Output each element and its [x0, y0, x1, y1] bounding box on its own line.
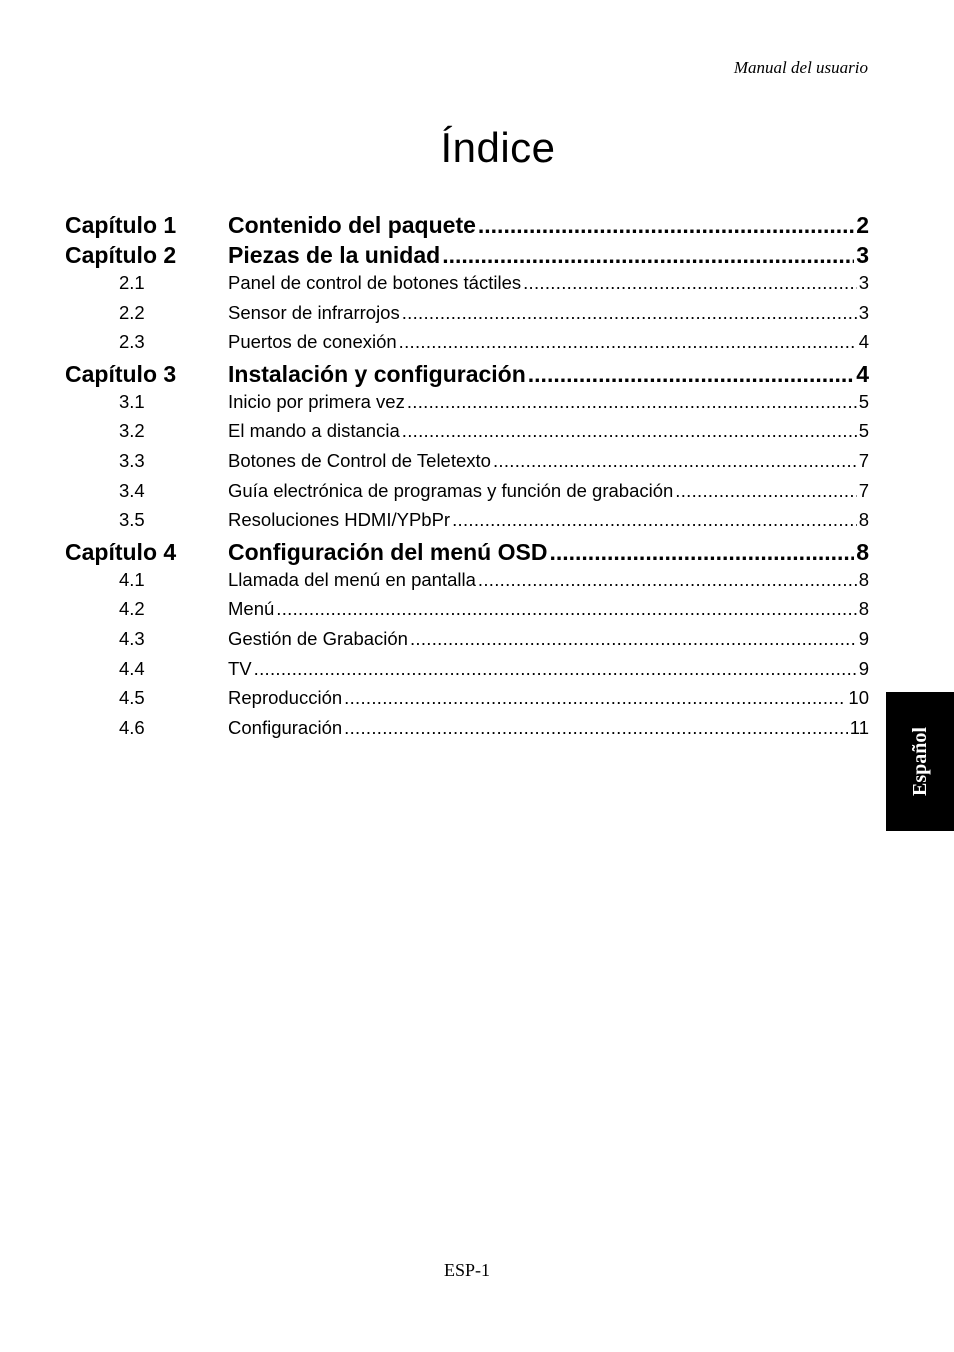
- toc-entry-number: 3.3: [119, 449, 145, 471]
- toc-entry-page: 8: [858, 598, 869, 620]
- toc-section-entry[interactable]: [65, 302, 869, 332]
- toc-dot-leader: [254, 658, 857, 680]
- toc-entry-title: Guía electrónica de programas y función de grabación: [228, 479, 674, 501]
- toc-dot-leader: [675, 480, 856, 502]
- toc-dot-leader: [442, 242, 854, 269]
- toc-entry-title: Gestión de Grabación: [228, 627, 408, 649]
- toc-entry-page: 8: [858, 509, 869, 531]
- toc-entry-page: 8: [858, 568, 869, 590]
- toc-entry-number: 2.2: [119, 301, 145, 323]
- toc-entry-number: 2.3: [119, 331, 145, 353]
- toc-dot-leader: [452, 509, 857, 531]
- language-tab-label: Español: [908, 727, 931, 796]
- toc-section-entry[interactable]: [65, 331, 869, 361]
- page-title: Índice: [440, 124, 556, 171]
- toc-entry-page: 8: [856, 538, 869, 565]
- toc-section-entry[interactable]: [65, 450, 869, 480]
- toc-section-entry[interactable]: [65, 569, 869, 599]
- running-header: Manual del usuario: [733, 58, 868, 77]
- toc-section-entry[interactable]: [65, 598, 869, 628]
- toc-section-entry[interactable]: [65, 658, 869, 688]
- toc-chapter-entry[interactable]: [65, 242, 869, 272]
- toc-entry-title: Contenido del paquete: [228, 212, 476, 238]
- toc-entry-page: 2: [856, 212, 869, 238]
- toc-dot-leader: [399, 331, 857, 353]
- toc-entry-title: Panel de control de botones táctiles: [228, 272, 522, 293]
- toc-entry-number: 4.1: [119, 568, 145, 590]
- toc-section-entry[interactable]: [65, 628, 869, 658]
- toc-entry-title: Botones de Control de Teletexto: [228, 449, 491, 471]
- toc-entry-page: 9: [858, 657, 869, 679]
- toc-dot-leader: [523, 272, 857, 294]
- toc-section-entry[interactable]: [65, 272, 869, 302]
- toc-section-entry[interactable]: [65, 717, 869, 747]
- toc-entry-number: 3.4: [119, 479, 145, 501]
- toc-entry-number: 4.4: [119, 657, 145, 679]
- toc-entry-title: El mando a distancia: [228, 420, 400, 442]
- toc-entry-title: Reproducción: [228, 687, 343, 709]
- toc-entry-page: 7: [858, 449, 869, 471]
- toc-section-entry[interactable]: [65, 687, 869, 717]
- toc-section-entry[interactable]: [65, 509, 869, 539]
- toc-entry-number: 3.2: [119, 420, 145, 442]
- toc-dot-leader: [478, 212, 854, 239]
- toc-dot-leader: [528, 361, 854, 388]
- toc-entry-page: 5: [858, 390, 869, 412]
- toc-entry-number: 4.2: [119, 598, 145, 620]
- toc-entry-title: Puertos de conexión: [228, 331, 397, 353]
- toc-entry-title: Configuración: [228, 716, 343, 738]
- toc-entry-number: Capítulo 2: [65, 242, 177, 268]
- toc-dot-leader: [344, 687, 846, 709]
- toc-dot-leader: [407, 391, 857, 413]
- toc-dot-leader: [410, 628, 857, 650]
- toc-entry-page: 5: [858, 420, 869, 442]
- toc-entry-page: 10: [848, 687, 869, 709]
- toc-entry-title: Resoluciones HDMI/YPbPr: [228, 509, 451, 531]
- toc-section-entry[interactable]: [65, 480, 869, 510]
- toc-entry-number: Capítulo 3: [65, 360, 177, 387]
- toc-entry-number: Capítulo 4: [65, 538, 177, 565]
- toc-dot-leader: [402, 420, 857, 442]
- toc-entry-page: 3: [858, 272, 869, 293]
- toc-dot-leader: [344, 717, 848, 739]
- toc-dot-leader: [402, 302, 857, 324]
- toc-entry-page: 7: [858, 479, 869, 501]
- toc-dot-leader: [276, 598, 856, 620]
- toc-entry-number: 4.6: [119, 716, 145, 738]
- toc-entry-title: Piezas de la unidad: [228, 242, 441, 268]
- table-of-contents: [65, 212, 869, 746]
- toc-entry-page: 4: [858, 331, 869, 353]
- toc-entry-page: 11: [849, 716, 869, 738]
- toc-entry-title: TV: [228, 657, 252, 679]
- toc-dot-leader: [549, 539, 854, 566]
- toc-entry-number: 3.5: [119, 509, 145, 531]
- toc-entry-title: Sensor de infrarrojos: [228, 301, 400, 323]
- toc-section-entry[interactable]: [65, 420, 869, 450]
- toc-chapter-entry[interactable]: [65, 539, 869, 569]
- toc-entry-number: 3.1: [119, 390, 145, 412]
- language-tab: [886, 692, 954, 831]
- page-number: ESP-1: [443, 1260, 490, 1280]
- toc-entry-title: Configuración del menú OSD: [228, 538, 548, 565]
- toc-entry-title: Llamada del menú en pantalla: [228, 568, 476, 590]
- toc-section-entry[interactable]: [65, 391, 869, 421]
- toc-chapter-entry[interactable]: [65, 212, 869, 242]
- toc-entry-number: 4.5: [119, 687, 145, 709]
- toc-entry-page: 4: [856, 360, 869, 387]
- toc-dot-leader: [493, 450, 857, 472]
- toc-entry-number: 4.3: [119, 627, 145, 649]
- toc-entry-number: 2.1: [119, 272, 145, 293]
- toc-entry-page: 3: [856, 242, 869, 268]
- toc-entry-page: 9: [858, 627, 869, 649]
- toc-dot-leader: [478, 569, 857, 591]
- toc-entry-title: Inicio por primera vez: [228, 390, 405, 412]
- toc-chapter-entry[interactable]: [65, 361, 869, 391]
- toc-entry-title: Menú: [228, 598, 275, 620]
- toc-entry-number: Capítulo 1: [65, 212, 177, 238]
- toc-entry-title: Instalación y configuración: [228, 360, 526, 387]
- toc-entry-page: 3: [858, 301, 869, 323]
